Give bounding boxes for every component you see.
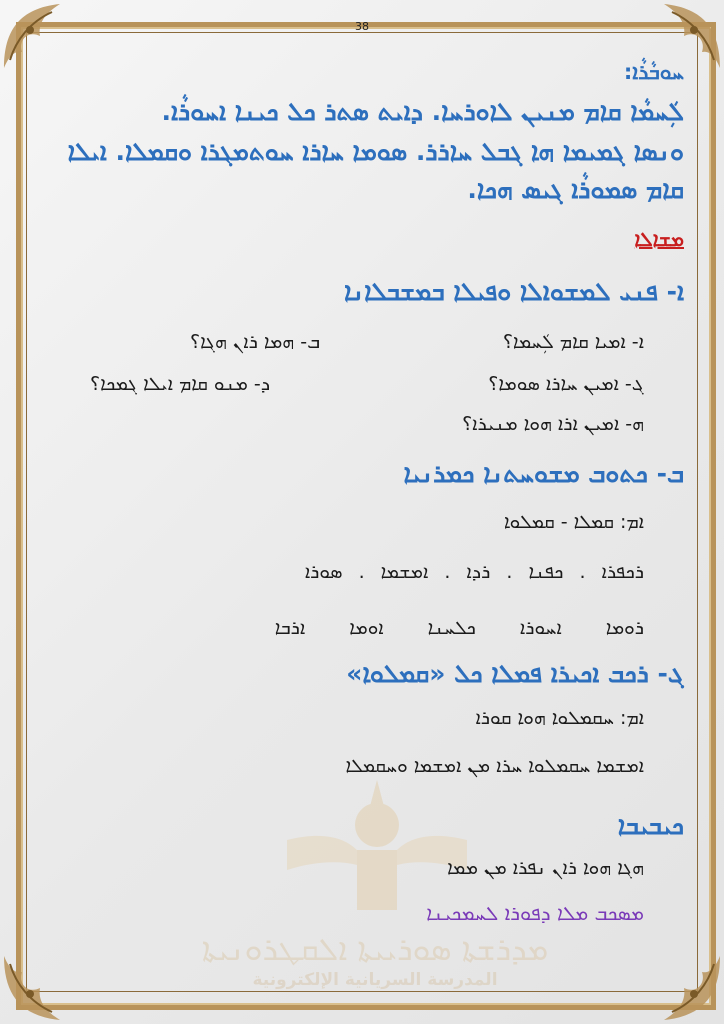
section4-heading: ܟܝܒܝܒܐ [617, 811, 684, 840]
winged-emblem-icon [287, 770, 467, 920]
paragraph-line-1: ܠܲܚܡܵܐ ܩܐܡ ܡܢܝܢ ܠܐܘܪܚܐ. ܕܐܝܬ ܣܬܪ ܟܠ ܟܝܢܐ ܐܚܘܪܵܐ. [161, 97, 684, 126]
section3-heading: ܓ- ܪܟܒ ܐܟܝܪܐ ܦܡܠܐ ܟܠ «ܩܡܠܘܐ» [346, 659, 684, 688]
question-h: ܗ- ܐܡܝܢ ܐܪܐ ܗܘܐ ܡܢܝܪܐ؟ [462, 413, 644, 435]
section2-words-row1: ܪܟܦܪܐ . ܟܦܢܐ . ܪܕܐ . ܐܡܫܡܐ . ܣܘܪܐ [304, 561, 644, 583]
section3-example: ܐܡ: ܚܩܡܠܘܐ ܗܘܐ ܩܘܪܐ [475, 707, 644, 729]
watermark-arabic: المدرسة السريانية الإلكترونية [252, 970, 498, 990]
section2-heading: ܒ- ܟܬܘܒ ܡܫܘܚܬܢܐ ܟܡܪܢܝܐ [403, 459, 684, 488]
question-b: ܒ- ܗܡܐ ܪܐܢ ܗܓܐ؟ [190, 331, 321, 353]
watermark-syriac: ܡܕܪܫܬܐ ܣܘܪܝܝܬܐ ܐܠܩܛܪܘܢܝܬܐ [201, 930, 549, 968]
watermark [195, 770, 555, 1000]
corner-ornament-icon [0, 0, 72, 72]
section1-heading: ܐ- ܦܢܝ ܠܡܫܘܐܠܐ ܘܦܝܠܐ ܒܡܫܒܠܐܢܐ [344, 277, 684, 306]
section3-sentence: ܐܡܫܡܐ ܚܩܡܠܘܐ ܚܪܐ ܡܢ ܐܡܫܡܐ ܘܚܩܡܠܐ [345, 755, 644, 777]
corner-ornament-icon [0, 952, 72, 1024]
exercises-heading: ܡܫܐܠܐ [634, 227, 684, 251]
section4-line1: ܗܓܐ ܗܘܐ ܪܐܢ ܢܦܪܐ ܡܢ ܡܡܐ [447, 857, 644, 879]
question-d: ܕ- ܡܢܘ ܩܐܡ ܐܝܠܐ ܓܡܟܐ؟ [90, 373, 271, 395]
paragraph-line-3: ܩܐܡ ܣܡܘܪܵܐ ܓܝܣ ܗܟܐ. [467, 175, 684, 204]
corner-ornament-icon [652, 952, 724, 1024]
question-g: ܓ- ܐܡܝܢ ܚܐܪܐ ܣܘܡܐ؟ [488, 373, 644, 395]
question-a: ܐ- ܐܡܝܐ ܩܐܡ ܠܲܚܡܐ؟ [502, 331, 644, 353]
header-label: ܚܘܒܵܪܵܐ: [623, 60, 684, 84]
section4-line2: ܡܣܟܒ ܡܠܐ ܕܦܘܪܐ ܠܚܡܟܝܢܐ [426, 901, 644, 925]
paragraph-line-2: ܘܢܣܐ ܓܡܝܡܐ ܗܐ ܓܒܠ ܚܐܪܪ. ܣܘܡܐ ܚܐܪܐ ܚܘܬܡܓܪܐ ܘܩܡܠܐ. ܐܝܠܐ [67, 137, 684, 166]
page-number: 38 [355, 20, 369, 33]
section2-words-row2: ܪܘܡܐ ܐܚܘܪܐ ܟܠܚܢܐ ܐܘܡܐ ܐܪܒܐ [274, 617, 644, 639]
section2-example: ܐܡ: ܩܡܠܐ - ܩܡܠܘܐ [503, 511, 644, 533]
